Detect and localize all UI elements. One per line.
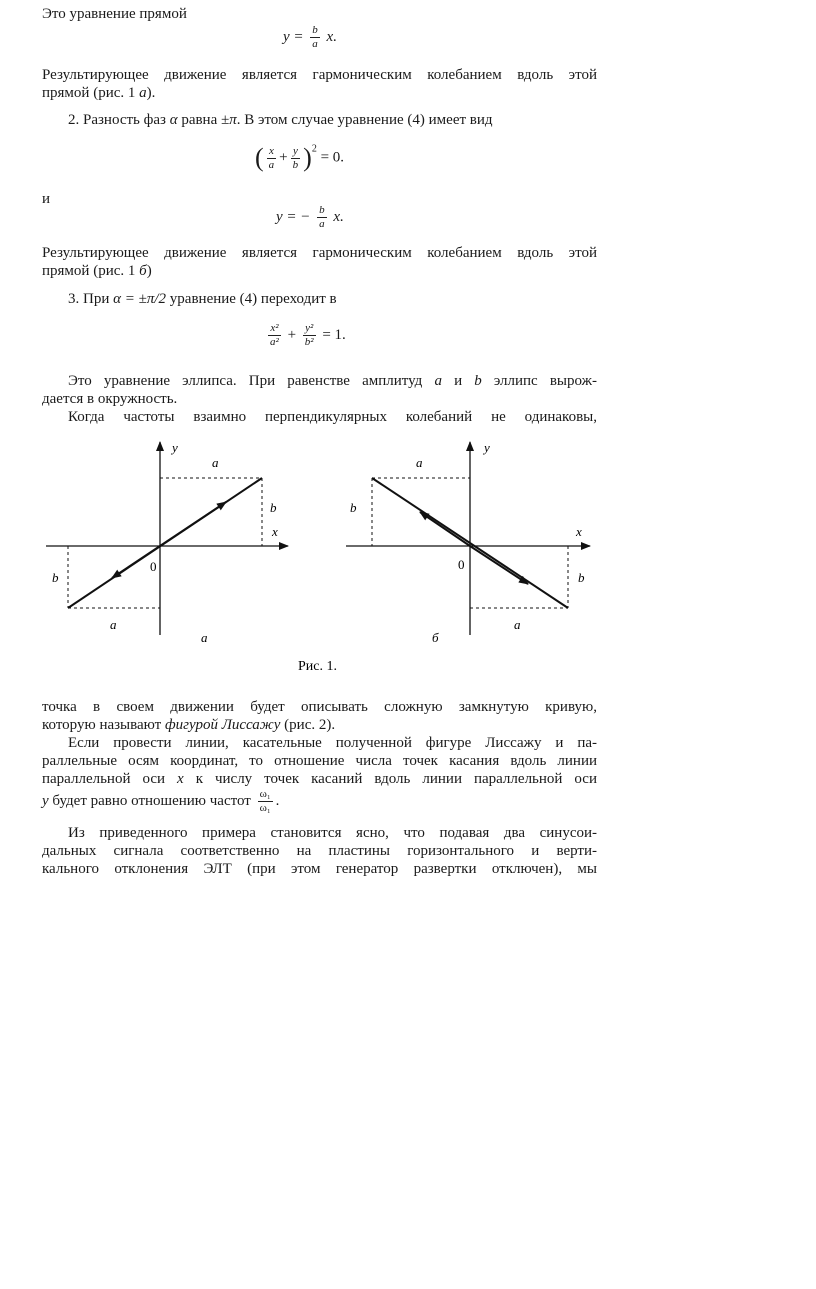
text-segment: прямой (рис. 1: [42, 85, 140, 101]
text-line: [42, 716, 597, 734]
math-y: y: [42, 793, 49, 809]
text-segment: Это уравнение эллипса. При равенстве амплитуд: [68, 373, 435, 389]
label-b: b: [350, 500, 357, 515]
fraction: [268, 322, 281, 349]
fraction: [317, 204, 327, 231]
text-segment: параллельной оси: [42, 771, 178, 787]
exponent: 2: [311, 143, 317, 155]
math-alpha: α: [169, 112, 178, 128]
text-line: [68, 111, 597, 129]
denominator: a: [268, 158, 275, 171]
text-line: [42, 786, 597, 816]
label-a: a: [212, 455, 219, 470]
text-segment: будет равно отношению частот: [48, 793, 255, 809]
text-segment: которую называют: [42, 717, 165, 733]
text-segment: ): [146, 263, 152, 279]
numerator: y²: [303, 322, 316, 336]
math-segment: α = ±π/2: [113, 291, 167, 307]
label-b: b: [52, 570, 59, 585]
subfigure-tag: а: [201, 630, 208, 645]
label-x: x: [576, 524, 582, 539]
numerator: x²: [268, 322, 281, 336]
text-segment: (рис. 2).: [280, 717, 336, 733]
figure-1a: [46, 440, 288, 645]
text-line: кального отклонения ЭЛТ (при этом генератор развертки отключен), мы: [42, 861, 597, 877]
figure-1b: [346, 440, 590, 645]
text-segment: 3. При: [68, 291, 114, 307]
numerator: ω₁: [259, 788, 271, 801]
numerator: y: [291, 145, 301, 159]
text-line: [42, 84, 597, 102]
numerator: b: [312, 24, 318, 36]
fraction: [310, 24, 320, 51]
text-segment: прямой (рис. 1: [42, 263, 140, 279]
denominator: a: [312, 38, 318, 50]
eq-rhs: x.: [326, 28, 337, 45]
direction-arrow: [470, 546, 528, 584]
label-origin: 0: [458, 557, 465, 572]
text-line: раллельные осям координат, то отношение числа точек касания вдоль линии: [42, 753, 597, 769]
fraction: [267, 145, 277, 172]
denominator: ω₁: [259, 802, 271, 815]
label-y: y: [172, 440, 178, 455]
text-segment: 2. Разность фаз: [68, 112, 170, 128]
text-line: точка в своем движении будет описывать сложную замкнутую кривую,: [42, 699, 597, 715]
text-segment: эллипс вырож-: [481, 373, 597, 389]
italic-segment: а: [139, 85, 147, 101]
math-segment: ±π: [221, 112, 237, 128]
label-a: a: [416, 455, 423, 470]
denominator: a: [319, 218, 325, 230]
text-segment: ).: [146, 85, 156, 101]
text-line: Результирующее движение является гармоническим колебанием вдоль этой: [42, 245, 597, 261]
direction-arrow: [420, 512, 470, 546]
eq-rhs: = 1.: [322, 326, 346, 343]
figure-caption: Рис. 1.: [298, 659, 337, 674]
text-line: Это уравнение прямой: [42, 6, 187, 22]
paren: (: [255, 143, 264, 172]
fraction: [291, 145, 301, 172]
text-line: дальных сигнала соответственно на пластины горизонтального и верти-: [42, 843, 597, 859]
label-b: b: [578, 570, 585, 585]
text-line: Результирующее движение является гармоническим колебанием вдоль этой: [42, 67, 597, 83]
eq-rhs: x.: [333, 208, 344, 225]
eq-lhs: y =: [283, 28, 304, 45]
text-line: Если провести линии, касательные полученной фигуре Лиссажу и па-: [68, 735, 597, 751]
equation-line: [276, 204, 344, 231]
label-a: a: [110, 617, 117, 632]
text-segment: уравнение (4) переходит в: [166, 291, 337, 307]
text-segment: и: [441, 373, 475, 389]
figure-1: [0, 430, 816, 680]
denominator: b: [292, 158, 299, 171]
operator: +: [279, 149, 288, 166]
text-line: дается в окружность.: [42, 391, 178, 407]
denominator: a²: [270, 336, 279, 348]
text-line: и: [42, 191, 51, 207]
paren: ): [303, 143, 312, 172]
label-x: x: [272, 524, 278, 539]
label-y: y: [484, 440, 490, 455]
numerator: x: [267, 145, 277, 159]
text-line: [68, 372, 597, 390]
fraction: [303, 322, 316, 349]
equation-line: [283, 24, 337, 51]
numerator: b: [319, 204, 325, 216]
denominator: b²: [304, 336, 314, 348]
subfigure-tag: б: [432, 630, 439, 645]
text-segment: к числу точек касаний вдоль линии параллельной оси: [183, 771, 597, 787]
equation-line: [265, 322, 346, 349]
text-line: [42, 262, 597, 280]
operator: +: [287, 326, 297, 343]
label-origin: 0: [150, 559, 157, 574]
text-line: [68, 290, 597, 308]
eq-lhs: y = −: [276, 208, 311, 225]
label-b: b: [270, 500, 277, 515]
text-segment: равна: [177, 112, 221, 128]
math-x: x: [177, 771, 184, 787]
eq-rhs: = 0.: [320, 149, 345, 166]
text-line: Когда частоты взаимно перпендикулярных колебаний не одинаковы,: [68, 409, 597, 425]
frequency-ratio: [258, 788, 273, 815]
equation-line: [255, 143, 344, 173]
text-segment: . В этом случае уравнение (4) имеет вид: [236, 112, 493, 128]
math-b: b: [474, 373, 482, 389]
text-segment: .: [275, 793, 280, 809]
label-a: a: [514, 617, 521, 632]
direction-arrow: [160, 502, 226, 546]
italic-segment: фигурой Лиссажу: [165, 717, 281, 733]
text-line: Из приведенного примера становится ясно, что подавая два синусои-: [68, 825, 597, 841]
math-a: a: [434, 373, 442, 389]
italic-segment: б: [139, 263, 147, 279]
